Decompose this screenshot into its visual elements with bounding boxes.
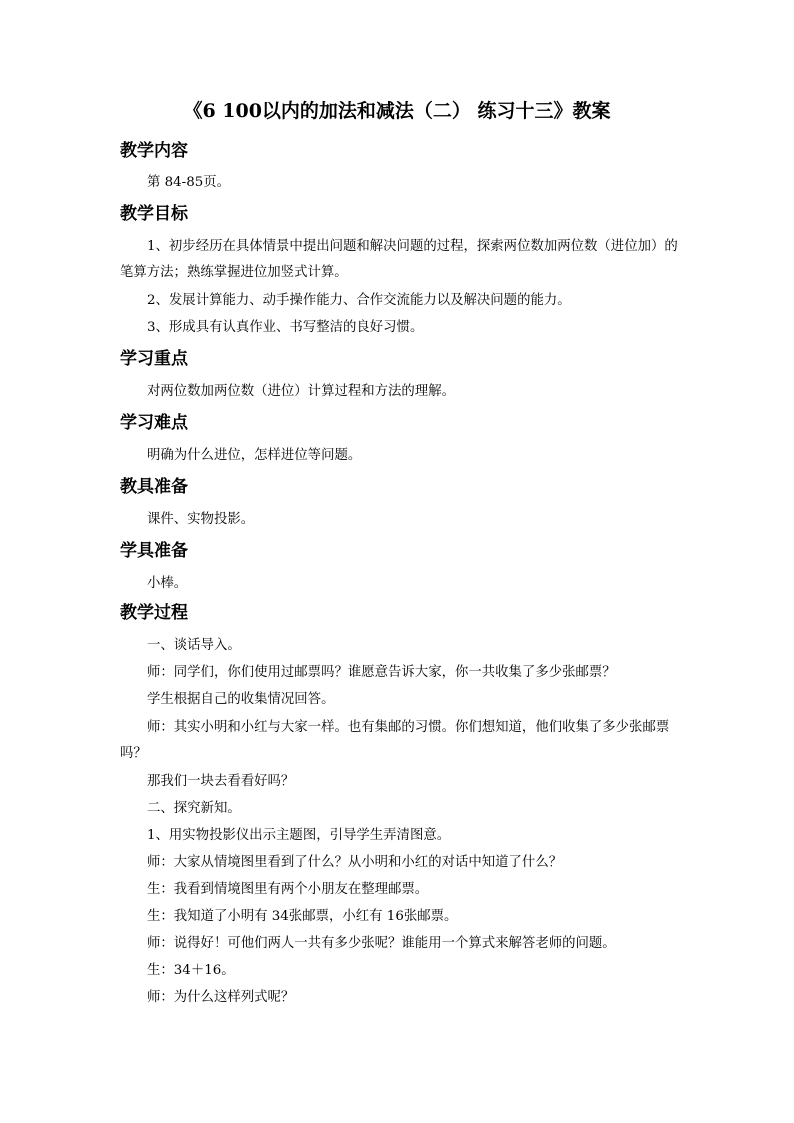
paragraph: 2、发展计算能力、动手操作能力、合作交流能力以及解决问题的能力。: [147, 293, 571, 308]
paragraph: 明确为什么进位，怎样进位等问题。: [147, 448, 362, 463]
section-heading: 教学内容: [120, 141, 188, 161]
section-heading: 学习重点: [120, 349, 188, 369]
section-heading: 学习难点: [120, 413, 188, 433]
paragraph: 3、形成具有认真作业、书写整洁的良好习惯。: [147, 320, 424, 335]
paragraph: 生：我看到情境图里有两个小朋友在整理邮票。: [147, 882, 429, 897]
paragraph: 那我们一块去看看好吗？: [147, 774, 295, 789]
paragraph: 一、谈话导入。: [147, 638, 241, 653]
paragraph: 师：为什么这样列式呢？: [147, 990, 295, 1005]
paragraph: 课件、实物投影。: [147, 512, 255, 527]
paragraph: 生：34＋16。: [147, 963, 235, 978]
paragraph: 师：大家从情境图里看到了什么？从小明和小红的对话中知道了什么？: [147, 855, 563, 870]
paragraph: 小棒。: [147, 576, 188, 591]
paragraph: 第 84-85页。: [147, 175, 231, 190]
paragraph: 生：我知道了小明有 34张邮票，小红有 16张邮票。: [147, 909, 458, 924]
section-heading: 教学目标: [120, 204, 188, 224]
section-heading: 教学过程: [120, 603, 188, 623]
section-heading: 教具准备: [120, 477, 188, 497]
paragraph: 师：说得好！可他们两人一共有多少张呢？谁能用一个算式来解答老师的问题。: [147, 936, 616, 951]
paragraph: 二、探究新知。: [147, 801, 241, 816]
paragraph: 1、用实物投影仪出示主题图，引导学生弄清图意。: [147, 828, 451, 843]
section-heading: 学具准备: [120, 541, 188, 561]
document-title: 《6 100以内的加法和减法（二） 练习十三》教案: [183, 100, 611, 122]
paragraph: 1、初步经历在具体情景中提出问题和解决问题的过程，探索两位数加两位数（进位加）的笔算方法；熟练掌握进位加竖式计算。: [120, 239, 678, 280]
paragraph: 对两位数加两位数（进位）计算过程和方法的理解。: [147, 384, 455, 399]
paragraph: 师：同学们，你们使用过邮票吗？谁愿意告诉大家，你一共收集了多少张邮票？: [147, 665, 616, 680]
paragraph: 师：其实小明和小红与大家一样。也有集邮的习惯。你们想知道，他们收集了多少张邮票吗？: [120, 720, 670, 761]
paragraph: 学生根据自己的收集情况回答。: [147, 692, 335, 707]
